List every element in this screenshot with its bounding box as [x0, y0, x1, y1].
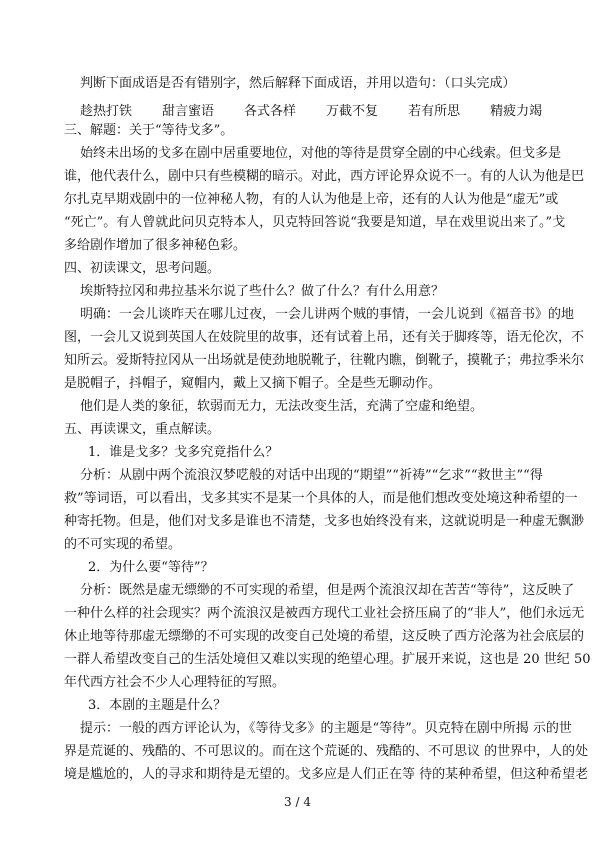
page-number: 3 / 4 [284, 795, 311, 809]
paragraph-line: “死亡”。有人曾就此问贝克特本人，贝克特回答说“我要是知道，早在戏里说出来了。”戈 [64, 215, 566, 230]
paragraph-line: 多给剧作增加了很多神秘色彩。 [64, 238, 247, 253]
paragraph-line: 知所云。爱斯特拉冈从一出场就是使劲地脱靴子，往靴内瞧，倒靴子，摸靴子；弗拉季米尔 [64, 353, 585, 368]
section-heading: 四、初读课文，思考问题。 [64, 261, 221, 276]
paragraph-line: 明确：一会儿谈昨天在哪儿过夜，一会儿讲两个贼的事情，一会儿说到《福音书》的地 [80, 307, 575, 322]
section-heading: 五、再读课文，重点解读。 [64, 422, 221, 437]
idiom-item: 趁热打铁 [80, 104, 133, 119]
question-line: 埃斯特拉冈和弗拉基米尔说了些什么？做了什么？有什么用意？ [80, 284, 445, 299]
paragraph-line: 是脱帽子，抖帽子，窥帽内，戴上又摘下帽子。全是些无聊动作。 [64, 376, 442, 391]
idiom-item: 甜言蜜语 [162, 104, 215, 119]
paragraph-line: 分析：从剧中两个流浪汉梦呓般的对话中出现的“期望”“祈祷”“乞求”“救世主”“得 [80, 468, 543, 483]
paragraph-line: 图，一会儿又说到英国人在妓院里的故事，还有试着上吊，还有关于脚疼等，语无伦次，不 [64, 330, 585, 345]
paragraph-line: 尔扎克早期戏剧中的一位神秘人物，有的人认为他是上帝，还有的人认为他是“虚无”或 [64, 192, 559, 207]
question-heading: 2．为什么要“等待”？ [88, 560, 214, 575]
paragraph-line: 的不可实现的希望。 [64, 537, 182, 552]
idiom-item: 若有所思 [408, 104, 461, 119]
question-heading: 1．谁是戈多？戈多究竟指什么？ [88, 445, 279, 460]
paragraph-line: 他们是人类的象征，软弱而无力，无法改变生活，充满了空虚和绝望。 [80, 399, 484, 414]
paragraph-line: 提示：一般的西方评论认为，《等待戈多》的主题是“等待”。贝克特在剧中所揭 示的世 [80, 721, 572, 736]
paragraph-line: 年代西方社会不少人心理特征的写照。 [64, 675, 286, 690]
idiom-list [80, 100, 542, 119]
idiom-item: 万截不复 [326, 104, 379, 119]
idiom-item: 精疲力竭 [490, 104, 543, 119]
paragraph-line: 分析：既然是虚无缥缈的不可实现的希望，但是两个流浪汉却在苦苦“等待”，这反映了 [80, 583, 575, 598]
idiom-item: 各式各样 [244, 104, 297, 119]
question-heading: 3．本剧的主题是什么？ [88, 698, 227, 713]
paragraph-line: 一种什么样的社会现实？两个流浪汉是被西方现代工业社会挤压扁了的“非人”，他们永远无 [64, 606, 585, 621]
paragraph-line: 种寄托物。但是，他们对戈多是谁也不清楚，戈多也始终没有来，这就说明是一种虚无飘渺 [64, 514, 585, 529]
paragraph-line: 救”等词语，可以看出，戈多其实不是某一个具体的人，而是他们想改变处境这种希望的一 [64, 491, 578, 506]
paragraph-line: 界是荒诞的、残酷的、不可思议的。而在这个荒诞的、残酷的、不可思议 的世界中，人的处 [64, 744, 589, 759]
paragraph-line: 谁，他代表什么，剧中只有些模糊的暗示。对此，西方评论界众说不一。有的人认为他是巴 [64, 169, 585, 184]
paragraph-line: 境是尴尬的，人的寻求和期待是无望的。戈多应是人们正在等 待的某种希望，但这种希望老 [64, 767, 589, 782]
paragraph-line: 一群人希望改变自己的生活处境但又难以实现的绝望心理。扩展开来说，这也是 20 世纪 50 [64, 652, 591, 667]
intro-instruction: 判断下面成语是否有错别字，然后解释下面成语，并用以造句：（口头完成） [80, 76, 516, 91]
paragraph-line: 始终未出场的戈多在剧中居重要地位，对他的等待是贯穿全剧的中心线索。但戈多是 [80, 146, 562, 161]
section-heading: 三、解题：关于“等待戈多”。 [64, 123, 234, 138]
paragraph-line: 休止地等待那虚无缥缈的不可实现的改变自己处境的希望，这反映了西方沦落为社会底层的 [64, 629, 585, 644]
